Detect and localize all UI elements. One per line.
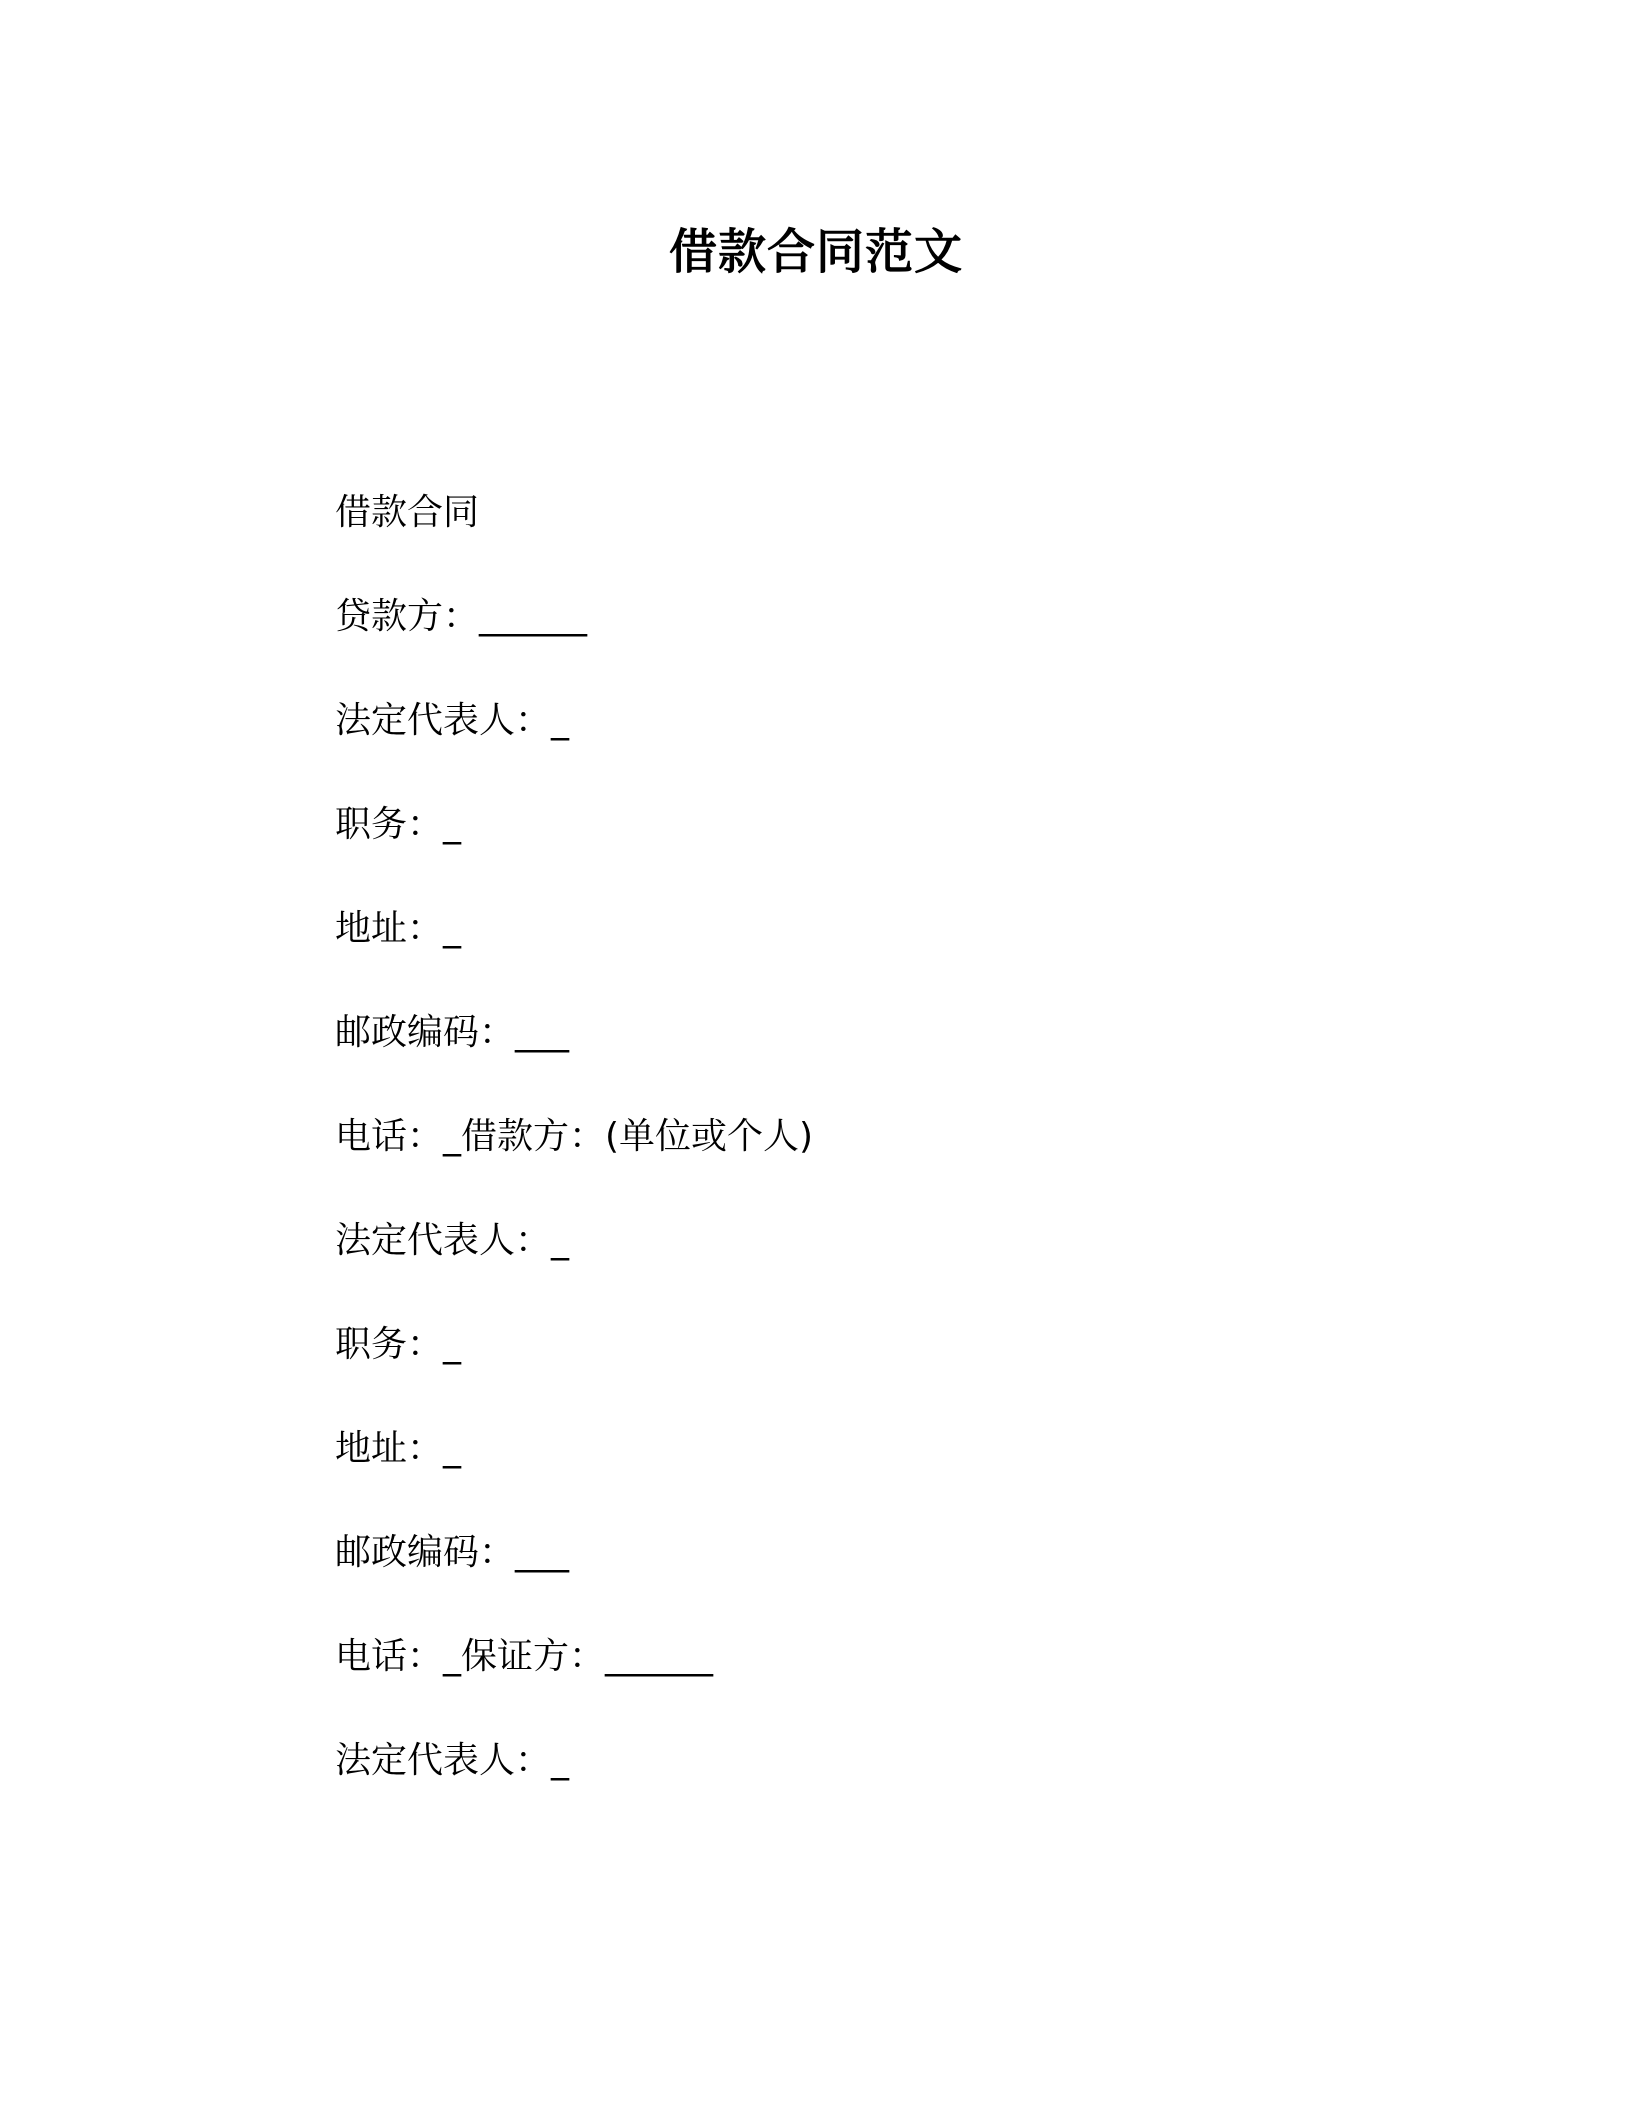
body-line-lender: 贷款方：______	[335, 596, 588, 637]
body-line-lender-phone-borrower: 电话：_借款方：(单位或个人)	[335, 1116, 814, 1157]
body-line-borrower-postcode: 邮政编码：___	[335, 1532, 570, 1573]
body-line-lender-address: 地址：_	[335, 908, 462, 949]
body-line-borrower-position: 职务：_	[335, 1324, 462, 1365]
document-body	[335, 490, 1335, 1842]
body-line-contract-heading: 借款合同	[335, 492, 480, 533]
body-line-lender-postcode: 邮政编码：___	[335, 1012, 570, 1053]
document-title: 借款合同范文	[668, 224, 963, 280]
body-line-lender-position: 职务：_	[335, 804, 462, 845]
body-line-borrower-phone-guarantor: 电话：_保证方：______	[335, 1636, 714, 1677]
body-line-borrower-address: 地址：_	[335, 1428, 462, 1469]
body-line-lender-legal-rep: 法定代表人：_	[335, 700, 570, 741]
body-line-guarantor-legal-rep: 法定代表人：_	[335, 1740, 570, 1781]
body-line-borrower-legal-rep: 法定代表人：_	[335, 1220, 570, 1261]
